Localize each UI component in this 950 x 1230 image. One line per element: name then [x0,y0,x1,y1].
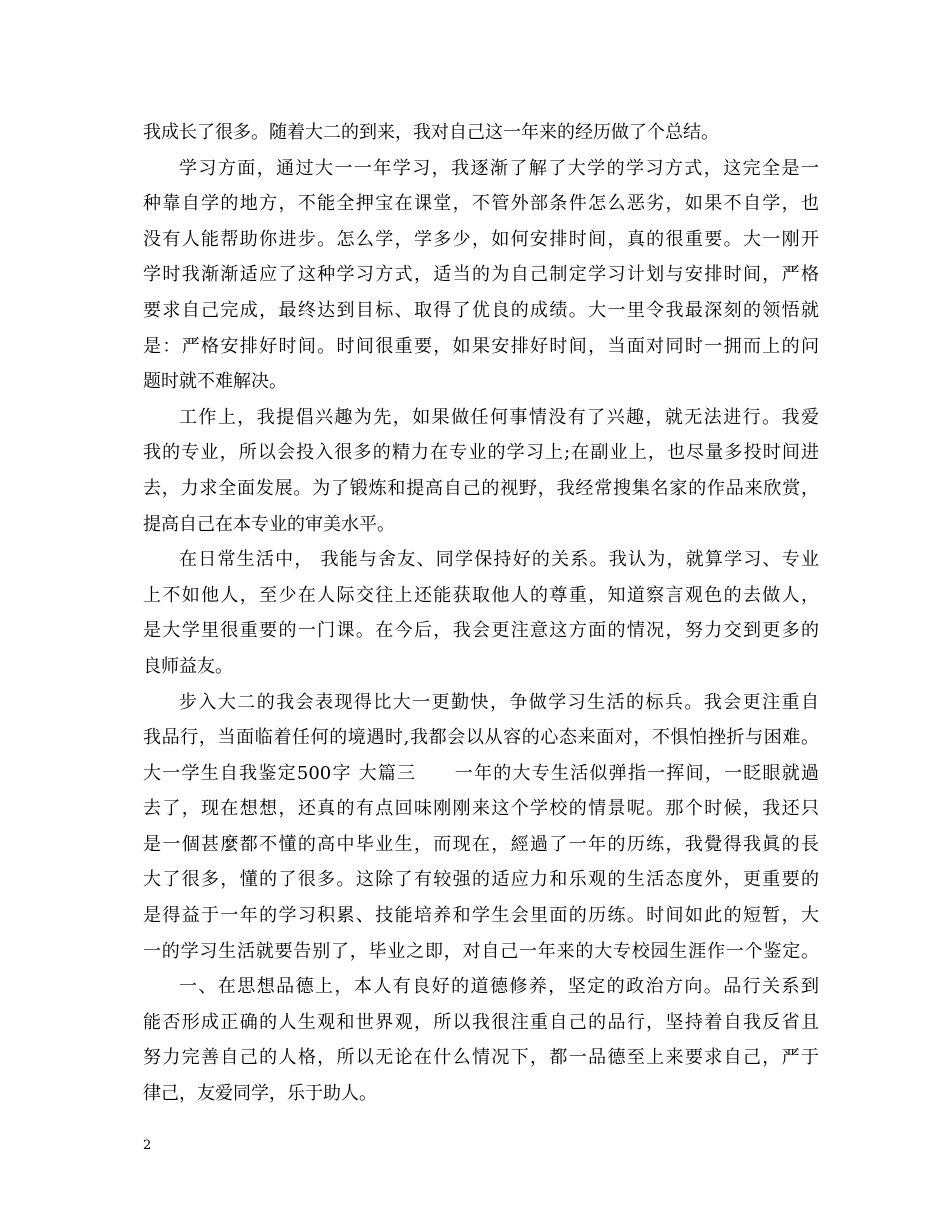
text-line: 学时我渐渐适应了这种学习方式，适当的为自己制定学习计划与安排时间，严格 [143,264,819,286]
text-line: 是：严格安排好时间。时间很重要，如果安排好时间，当面对同时一拥而上的问 [143,335,819,357]
text-line: 是大学里很重要的一门课。在今后，我会更注意这方面的情况，努力交到更多的 [143,620,819,642]
text-line: 是得益于一年的学习积累、技能培养和学生会里面的历练。时间如此的短暂，大 [143,905,819,927]
text-line: 步入大二的我会表现得比大一更勤快，争做学习生活的标兵。我会更注重自 [179,691,819,713]
page-number: 2 [143,1138,152,1153]
text-line: 没有人能帮助你进步。怎么学，学多少，如何安排时间，真的很重要。大一刚开 [143,228,819,250]
text-line: 良师益友。 [143,655,233,677]
text-line: 能否形成正确的人生观和世界观，所以我很注重自己的品行，坚持着自我反省且 [143,1011,819,1033]
text-line: 学习方面，通过大一一年学习，我逐渐了解了大学的学习方式，这完全是一 [179,157,819,179]
text-line: 是一個甚麼都不懂的高中毕业生，而现在，經過了一年的历练，我覺得我眞的長 [143,833,819,855]
text-line: 一的学习生活就要告别了，毕业之即，对自己一年来的大专校园生涯作一个鉴定。 [143,940,819,962]
text-line: 工作上，我提倡兴趣为先，如果做任何事情没有了兴趣，就无法进行。我爱 [179,406,819,428]
text-line: 我成长了很多。随着大二的到来，我对自己这一年来的经历做了个总结。 [143,122,719,143]
text-line: 上不如他人，至少在人际交往上还能获取他人的尊重，知道察言观色的去做人， [143,584,819,606]
text-line: 我的专业，所以会投入很多的精力在专业的学习上;在副业上，也尽量多投时间进 [143,442,819,464]
text-line: 一、在思想品德上，本人有良好的道德修养，坚定的政治方向。品行关系到 [179,976,819,998]
text-line: 大一学生自我鉴定500字 大篇三 一年的大专生活似弹指一挥间，一眨眼就過 [143,762,819,784]
text-line: 去了，现在想想，还真的有点回味刚刚来这个学校的情景呢。那个时候，我还只 [143,798,819,820]
text-line: 律己，友爱同学，乐于助人。 [143,1083,377,1105]
text-line: 在日常生活中， 我能与舍友、同学保持好的关系。我认为，就算学习、专业 [179,549,819,571]
text-line: 大了很多，懂的了很多。这除了有较强的适应力和乐观的生活态度外，更重要的 [143,869,819,891]
body-text [143,115,819,1112]
text-line: 我品行，当面临着任何的境遇时,我都会以从容的心态来面对，不惧怕挫折与困难。 [143,727,819,749]
text-line: 努力完善自己的人格，所以无论在什么情况下，都一品德至上来要求自己，严于 [143,1047,819,1069]
text-line: 去，力求全面发展。为了锻炼和提高自己的视野，我经常搜集名家的作品来欣赏， [143,477,819,499]
text-line: 题时就不难解决。 [143,371,287,393]
text-line: 种靠自学的地方，不能全押宝在课堂，不管外部条件怎么恶劣，如果不自学，也 [143,193,819,215]
text-line: 要求自己完成，最终达到目标、取得了优良的成绩。大一里令我最深刻的领悟就 [143,299,819,321]
text-line: 提高自己在本专业的审美水平。 [143,513,395,535]
